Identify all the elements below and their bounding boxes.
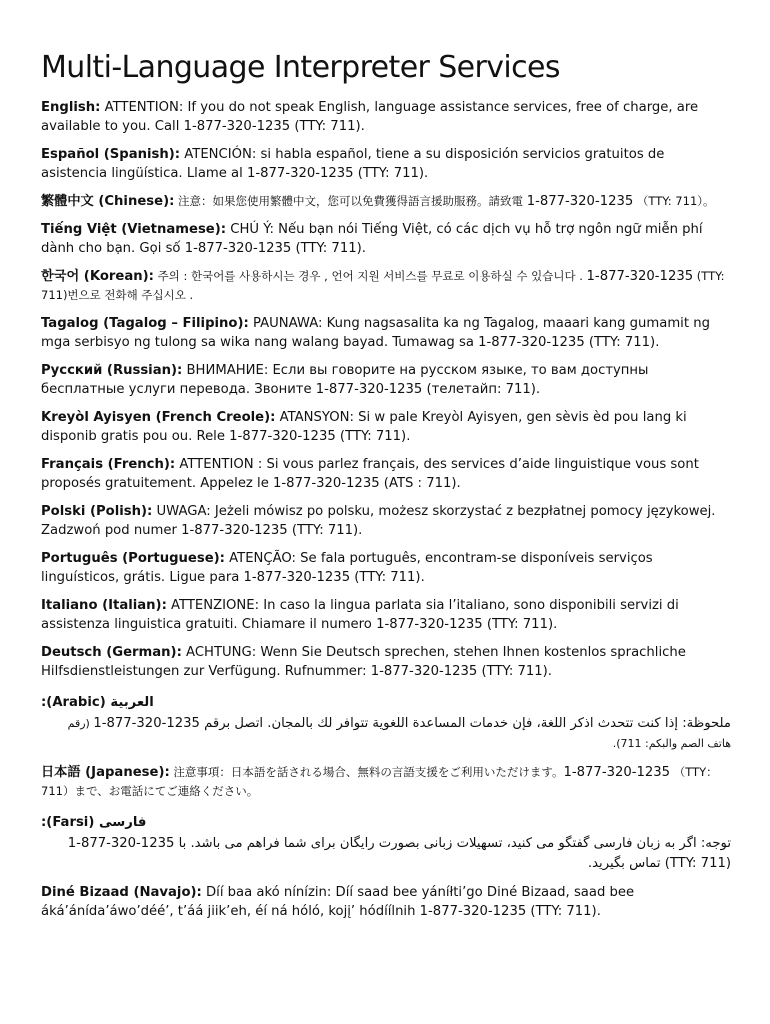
notice-body: 주의 : 한국어를 사용하시는 경우 , 언어 지원 서비스를 무료로 이용하실 수 있습니다 . <box>153 269 587 283</box>
notice-lang-label: Polski (Polish): <box>41 504 153 519</box>
notice-lang-label: Português (Portuguese): <box>41 551 225 566</box>
notice-body: PAUNAWA: Kung nagsasalita ka ng Tagalog, maaari kang gumamit ng mga serbisyo ng tulong sa wika nang walang bayad. Tumawag sa <box>41 316 710 350</box>
notice-body: ATTENZIONE: In caso la lingua parlata sia l’italiano, sono disponibili servizi di assistenza linguistica gratuiti. Chiamare il numero <box>41 598 679 632</box>
notice-farsi <box>41 813 731 874</box>
language-notice <box>41 220 731 258</box>
notice-body: ATTENTION : Si vous parlez français, des services d’aide linguistique vous sont proposés gratuitement. Appelez le <box>41 457 699 491</box>
notice-lang-label: Español (Spanish): <box>41 147 181 162</box>
notice-lang-label: 繁體中文 (Chinese): <box>41 194 175 209</box>
language-notice <box>41 455 731 493</box>
notice-lang-label: العربية (Arabic): <box>41 695 154 710</box>
language-notice <box>41 314 731 352</box>
notice-tail: (ATS : 711). <box>379 476 461 491</box>
notice-tail: (TTY: 711). <box>287 523 363 538</box>
phone-number: 1-877-320-1235 <box>229 429 336 444</box>
notice-tail: （TTY：711）まで、お電話にてご連絡ください。 <box>41 765 718 798</box>
notice-tail: (TTY: 711). <box>353 166 429 181</box>
notice-navajo <box>41 883 731 921</box>
phone-number: 1-877-320-1235 <box>93 716 200 731</box>
notice-body: ATANSYON: Si w pale Kreyòl Ayisyen, gen sèvis èd pou lang ki disponib gratis pou ou. Rele <box>41 410 687 444</box>
notice-lang-label: Kreyòl Ayisyen (French Creole): <box>41 410 276 425</box>
phone-number: 1-877-320-1235 <box>526 194 634 209</box>
notice-tail: (TTY: 711). <box>335 429 411 444</box>
notice-tail: (TTY: 711). <box>291 241 366 256</box>
notice-tail: (телетайп: 711). <box>422 382 541 397</box>
phone-number: 1-877-320-1235 <box>181 523 288 538</box>
notice-japanese <box>41 763 731 801</box>
phone-number: 1-877-320-1235 <box>563 765 671 780</box>
notice-tail: (TTY: 711). <box>290 119 365 134</box>
notice-body: توجه: اگر به زبان فارسی گفتگو می کنید، تسهیلات زبانی بصورت رایگان برای شما فراهم می باشد. با <box>174 836 731 851</box>
notice-tail: (TTY: 711). <box>526 904 601 919</box>
language-notice <box>41 643 731 681</box>
notice-tail: (TTY: 711). <box>350 570 425 585</box>
language-notice-list <box>41 98 731 681</box>
document-page <box>41 48 731 930</box>
notice-body: UWAGA: Jeżeli mówisz po polsku, możesz skorzystać z bezpłatnej pomocy językowej. Zadzwoń pod numer <box>41 504 716 538</box>
language-notice <box>41 549 731 587</box>
language-notice <box>41 502 731 540</box>
phone-number: 1-877-320-1235 <box>243 570 351 585</box>
phone-number: 1-877-320-1235 <box>376 617 483 632</box>
notice-arabic <box>41 693 731 754</box>
notice-lang-label: 한국어 (Korean): <box>41 269 154 284</box>
notice-tail: (TTY: 711) تماس بگیرید. <box>587 856 731 871</box>
language-notice <box>41 98 731 136</box>
notice-body: ATENÇÃO: Se fala português, encontram-se disponíveis serviços linguísticos, grátis. Ligue para <box>41 551 653 585</box>
notice-lang-label: English: <box>41 100 101 115</box>
notice-lang-label: Tiếng Việt (Vietnamese): <box>41 222 227 237</box>
notice-body: ACHTUNG: Wenn Sie Deutsch sprechen, stehen Ihnen kostenlos sprachliche Hilfsdienstleistungen zur Verfügung. Rufnummer: <box>41 645 686 679</box>
notice-lang-label: Diné Bizaad (Navajo): <box>41 885 202 900</box>
notice-body: 注意事項：日本語を話される場合、無料の言語支援をご利用いただけます。 <box>169 765 564 779</box>
phone-number: 1-877-320-1235 <box>183 119 291 134</box>
notice-body: 注意：如果您使用繁體中文，您可以免費獲得語言援助服務。請致電 <box>174 194 527 208</box>
page-title: Multi-Language Interpreter Services <box>41 50 560 85</box>
notice-tail: （TTY: 711）。 <box>633 194 715 208</box>
notice-body: CHÚ Ý: Nếu bạn nói Tiếng Việt, có các dịch vụ hỗ trợ ngôn ngữ miễn phí dành cho bạn. Gọi số <box>41 222 703 256</box>
notice-body: ATENCIÓN: si habla español, tiene a su disposición servicios gratuitos de asistencia lingüística. Llame al <box>41 147 665 181</box>
notice-lang-label: 日本語 (Japanese): <box>41 765 170 780</box>
language-notice <box>41 596 731 634</box>
language-notice <box>41 361 731 399</box>
notice-lang-label: فارسی (Farsi): <box>41 815 147 830</box>
language-notice <box>41 145 731 183</box>
notice-tail: (TTY: 711). <box>477 664 552 679</box>
phone-number: 1-877-320-1235 <box>184 241 292 256</box>
notice-lang-label: Tagalog (Tagalog – Filipino): <box>41 316 249 331</box>
notice-body: ATTENTION: If you do not speak English, language assistance services, free of charge, are available to you. Call <box>41 100 699 134</box>
phone-number: 1-877-320-1235 <box>478 335 585 350</box>
phone-number: 1-877-320-1235 <box>273 476 380 491</box>
language-notice <box>41 192 731 211</box>
notice-lang-label: Deutsch (German): <box>41 645 182 660</box>
notice-lang-label: Français (French): <box>41 457 176 472</box>
phone-number: 1-877-320-1235 <box>370 664 478 679</box>
phone-number: 1-877-320-1235 <box>586 269 694 284</box>
phone-number: 1-877-320-1235 <box>247 166 354 181</box>
notice-lang-label: Русский (Russian): <box>41 363 183 378</box>
notice-tail: (TTY: 711). <box>584 335 660 350</box>
language-notice <box>41 408 731 446</box>
notice-body: Díí baa akó nínízin: Díí saad bee yáníłti’go Diné Bizaad, saad bee áká’ánída’áwo’déé’, t’áá jiik’eh, éí ná hóló, kojį’ hódíílnih <box>41 885 635 919</box>
phone-number: 1-877-320-1235 <box>419 904 527 919</box>
notice-body: ВНИМАНИЕ: Если вы говорите на русском языке, то вам доступны бесплатные услуги перевода. Звоните <box>41 363 649 397</box>
language-notice <box>41 267 731 305</box>
notice-lang-label: Italiano (Italian): <box>41 598 167 613</box>
notice-body: ملحوظة: إذا كنت تتحدث اذكر اللغة، فإن خدمات المساعدة اللغوية تتوافر لك بالمجان. اتصل برقم <box>199 716 731 731</box>
notice-tail: (رقم هاتف الصم والبكم: 711). <box>67 717 731 750</box>
notice-tail: (TTY: 711)번으로 전화해 주십시오 . <box>41 269 725 302</box>
phone-number: 1-877-320-1235 <box>315 382 423 397</box>
phone-number: 1-877-320-1235 <box>67 836 175 851</box>
notice-tail: (TTY: 711). <box>482 617 558 632</box>
